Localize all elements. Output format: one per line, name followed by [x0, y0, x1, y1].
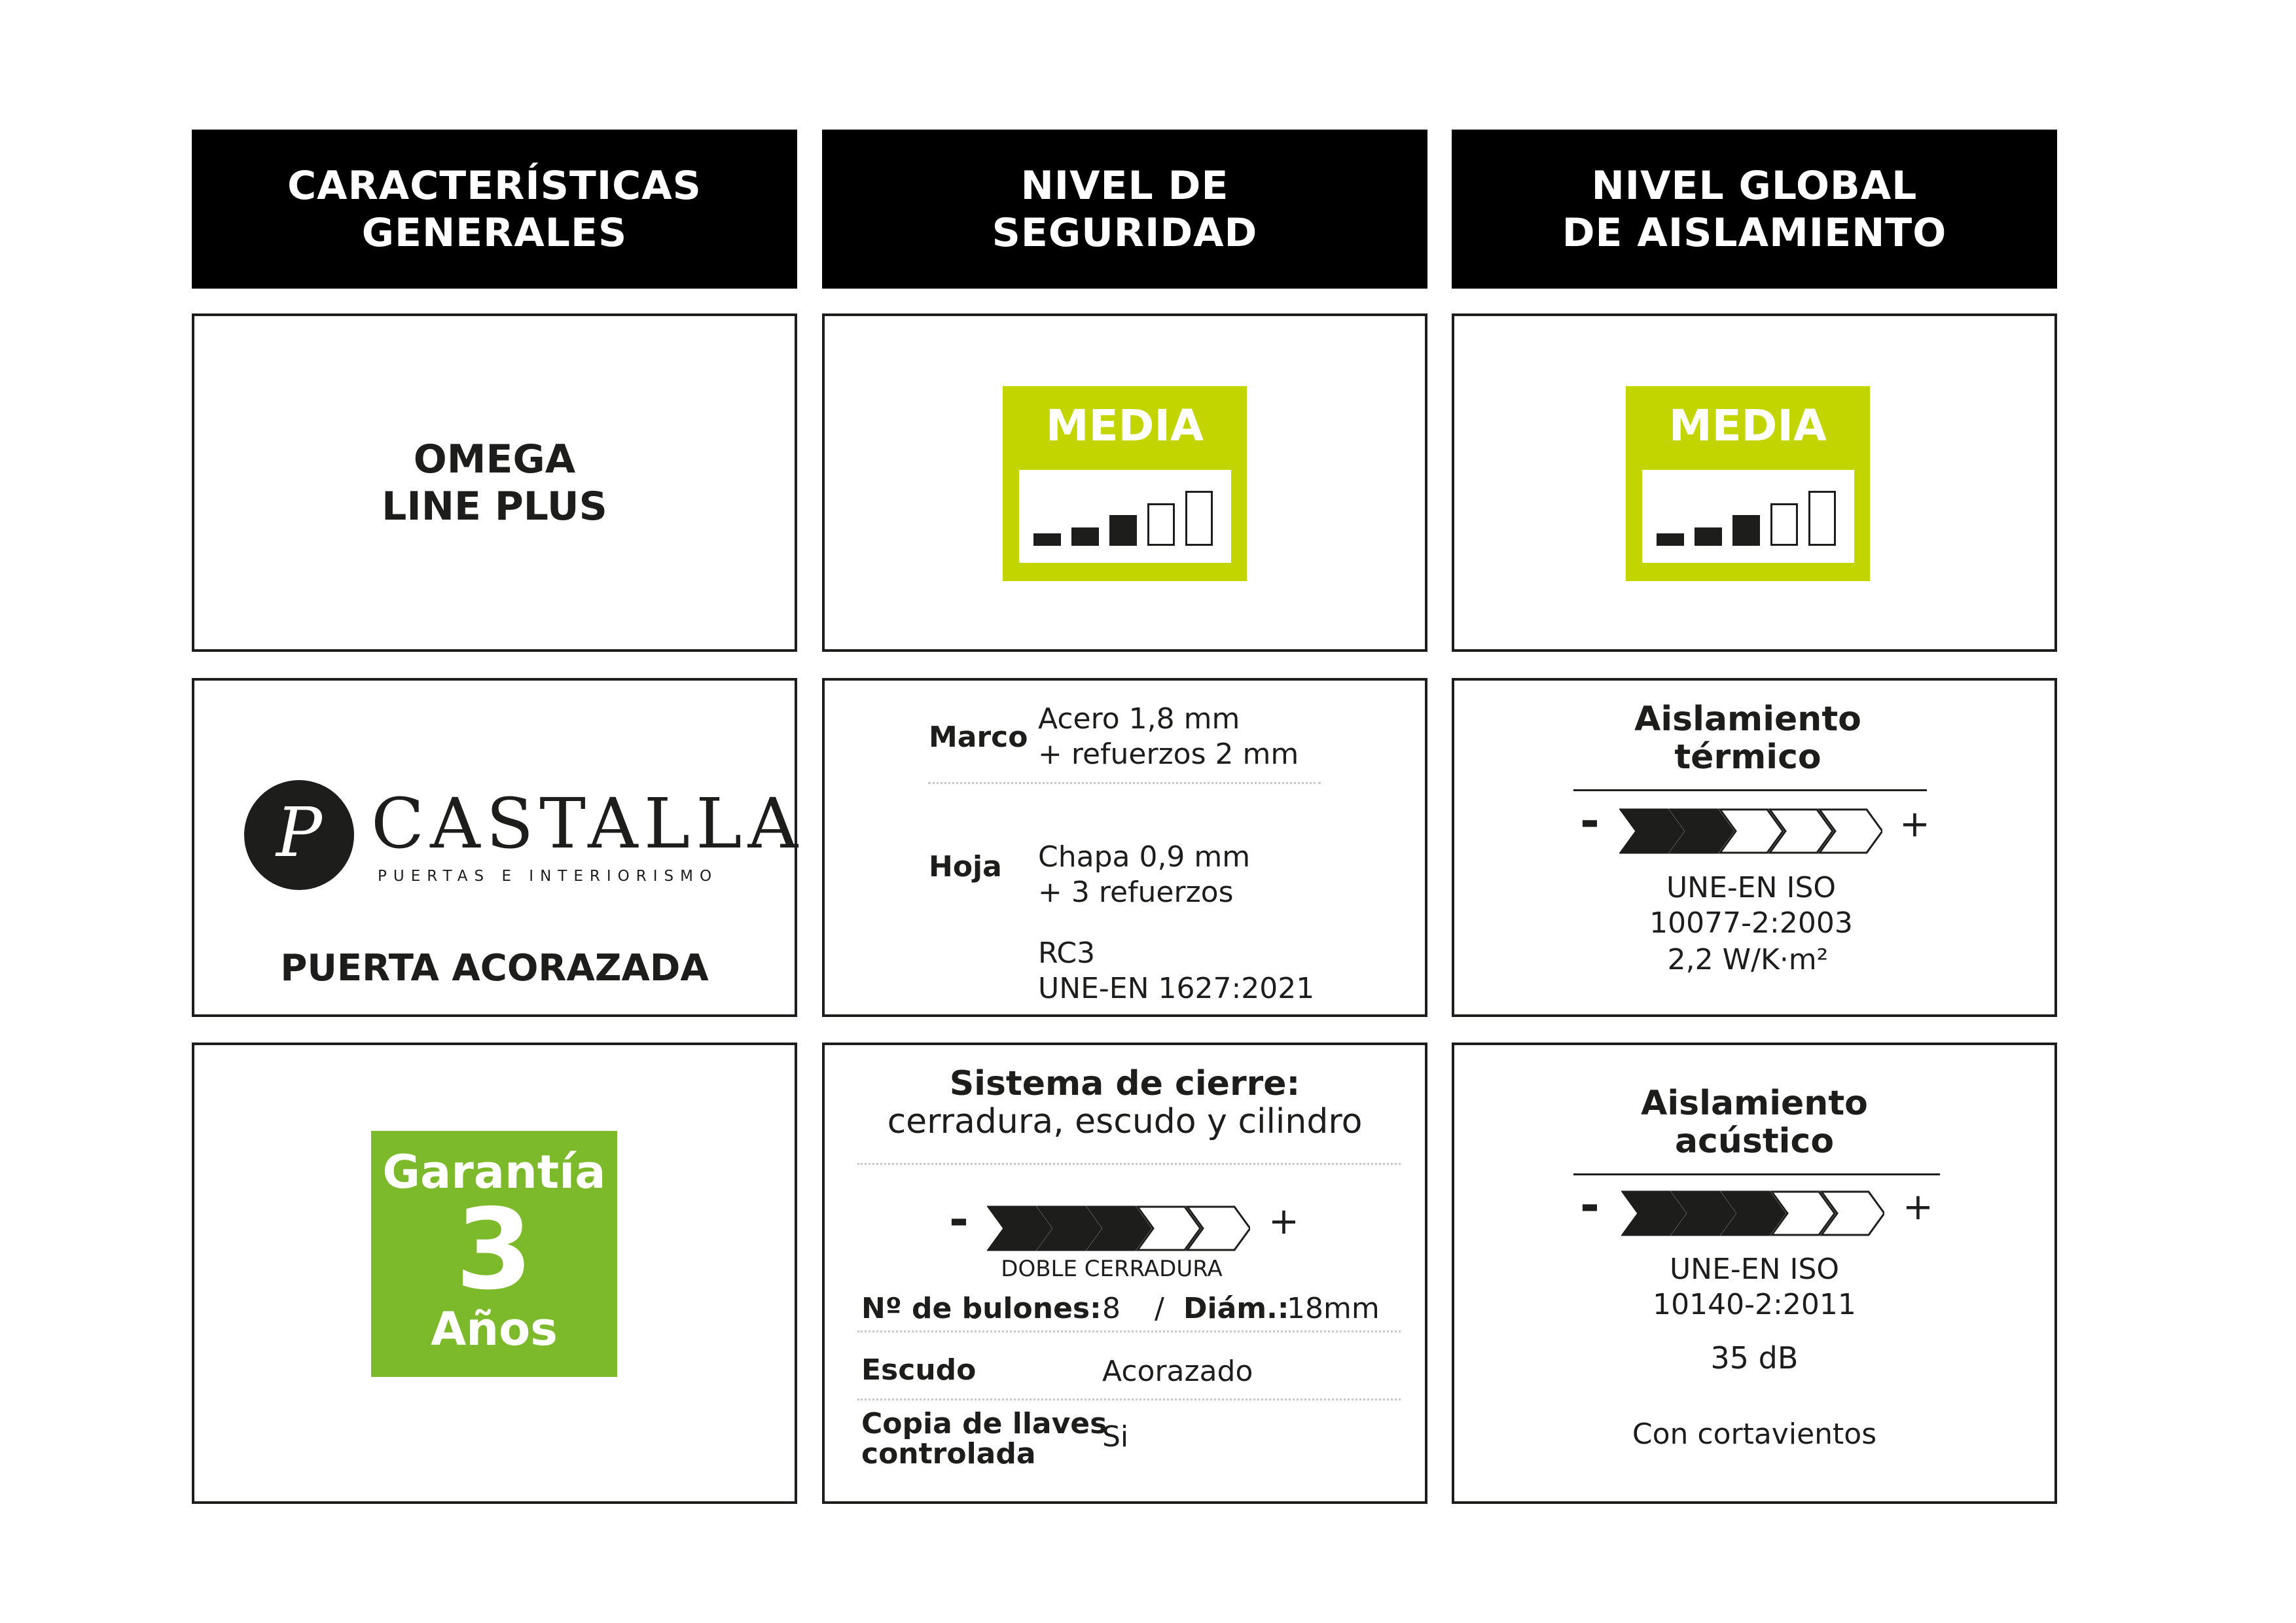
acoustic-scale: [1621, 1190, 1884, 1236]
level-bar: [1695, 527, 1722, 546]
security-class: [1038, 936, 1314, 1007]
thermal-norm-line: UNE-EN ISO: [1666, 871, 1837, 904]
header-line: DE AISLAMIENTO: [1562, 209, 1947, 256]
acoustic-title-line: Aislamiento: [1641, 1084, 1868, 1123]
header-line: SEGURIDAD: [992, 209, 1258, 256]
leaf-spec-line: + 3 refuerzos: [1038, 876, 1234, 909]
brand-name: CASTALLA: [371, 783, 804, 864]
header-general-characteristics: [192, 130, 797, 289]
shield-label: Escudo: [861, 1353, 977, 1387]
header-line: NIVEL DE: [1020, 162, 1229, 209]
level-bar: [1732, 515, 1760, 546]
thermal-title: [1454, 700, 2054, 776]
warranty-box: [192, 1043, 797, 1504]
insulation-level-meter: [1642, 470, 1854, 563]
thermal-scale: [1619, 808, 1882, 854]
brand-tagline: PUERTAS E INTERIORISMO: [378, 868, 719, 885]
separator: /: [1155, 1292, 1164, 1325]
diameter-value: 18mm: [1287, 1292, 1380, 1325]
lock-system-title: Sistema de cierre:: [949, 1064, 1300, 1103]
divider: [857, 1330, 1401, 1332]
lock-security-scale: [987, 1205, 1250, 1251]
brand-monogram: P: [276, 793, 322, 872]
divider: [857, 1399, 1401, 1400]
insulation-level-label: MEDIA: [1668, 401, 1827, 451]
scale-minus: -: [949, 1192, 969, 1247]
scale-plus: +: [1268, 1200, 1299, 1243]
divider: [928, 782, 1321, 784]
key-copy-label: [861, 1409, 1107, 1469]
product-name-line: OMEGA: [413, 436, 576, 482]
level-bar: [1147, 503, 1175, 546]
thermal-norm-line: 10077-2:2003: [1649, 906, 1853, 940]
product-name: [382, 436, 607, 530]
frame-label: Marco: [929, 721, 1028, 754]
acoustic-title: [1454, 1084, 2054, 1160]
security-class-line: RC3: [1038, 936, 1096, 970]
header-insulation-level: [1452, 130, 2057, 289]
divider: [1573, 1173, 1940, 1175]
acoustic-norm-line: UNE-EN ISO: [1669, 1253, 1840, 1286]
warranty-badge: [371, 1131, 617, 1377]
diameter-label: Diám.:: [1183, 1292, 1289, 1325]
divider: [857, 1163, 1401, 1165]
divider: [1573, 789, 1927, 791]
thermal-insulation-box: [1452, 678, 2057, 1017]
brand-box: [192, 678, 804, 1017]
leaf-spec-line: Chapa 0,9 mm: [1038, 840, 1251, 874]
warranty-years-label: Años: [431, 1302, 558, 1356]
level-bar: [1770, 503, 1798, 546]
level-bar: [1657, 533, 1684, 546]
level-bar: [1071, 527, 1099, 546]
shield-value: Acorazado: [1102, 1355, 1253, 1388]
header-line: NIVEL GLOBAL: [1591, 162, 1918, 209]
security-level-badge: [1003, 386, 1247, 581]
level-bar: [1185, 491, 1213, 546]
bolts-value: 8: [1102, 1292, 1121, 1325]
acoustic-insulation-box: [1452, 1043, 2057, 1504]
acoustic-norm: [1454, 1252, 2054, 1323]
frame-spec-line: + refuerzos 2 mm: [1038, 738, 1299, 771]
scale-caption: DOBLE CERRADURA: [1001, 1256, 1223, 1282]
scale-plus: +: [1899, 803, 1930, 846]
level-bar: [1033, 533, 1061, 546]
insulation-level-box: [1452, 313, 2057, 652]
product-name-line: LINE PLUS: [382, 483, 607, 529]
lock-system-box: [822, 1043, 1427, 1504]
scale-plus: +: [1903, 1186, 1933, 1228]
key-copy-value: Si: [1102, 1420, 1129, 1454]
acoustic-norm-line: 10140-2:2011: [1653, 1288, 1856, 1321]
security-level-meter: [1019, 470, 1231, 563]
security-level-label: MEDIA: [1045, 401, 1204, 451]
leaf-spec: [1038, 840, 1250, 910]
security-level-box: [822, 313, 1427, 652]
thermal-value: 2,2 W/K·m²: [1667, 943, 1829, 976]
acoustic-note: Con cortavientos: [1632, 1418, 1877, 1451]
product-type: PUERTA ACORAZADA: [280, 947, 709, 990]
warranty-label: Garantía: [382, 1145, 606, 1199]
key-copy-label-line: Copia de llaves: [861, 1407, 1107, 1440]
leaf-label: Hoja: [929, 850, 1002, 883]
insulation-level-badge: [1626, 386, 1870, 581]
acoustic-title-line: acústico: [1674, 1122, 1835, 1161]
level-bar: [1109, 515, 1137, 546]
header-line: CARACTERÍSTICAS: [287, 162, 702, 209]
product-name-box: [192, 313, 797, 652]
structure-box: [822, 678, 1427, 1017]
key-copy-label-line: controlada: [861, 1437, 1036, 1471]
header-line: GENERALES: [361, 209, 628, 256]
brand-logo-icon: [243, 779, 355, 891]
warranty-years-number: 3: [455, 1185, 533, 1315]
frame-spec-line: Acero 1,8 mm: [1038, 702, 1240, 736]
lock-system-subtitle: cerradura, escudo y cilindro: [887, 1102, 1363, 1141]
security-class-line: UNE-EN 1627:2021: [1038, 972, 1315, 1005]
header-security-level: [822, 130, 1427, 289]
scale-minus: -: [1580, 1177, 1600, 1232]
scale-minus: -: [1580, 793, 1600, 848]
thermal-norm: [1454, 870, 2054, 941]
acoustic-value: 35 dB: [1710, 1340, 1799, 1376]
thermal-title-line: Aislamiento: [1634, 700, 1861, 739]
bolts-label: Nº de bulones:: [861, 1292, 1102, 1325]
frame-spec: [1038, 702, 1299, 772]
thermal-title-line: térmico: [1674, 738, 1821, 777]
level-bar: [1808, 491, 1836, 546]
